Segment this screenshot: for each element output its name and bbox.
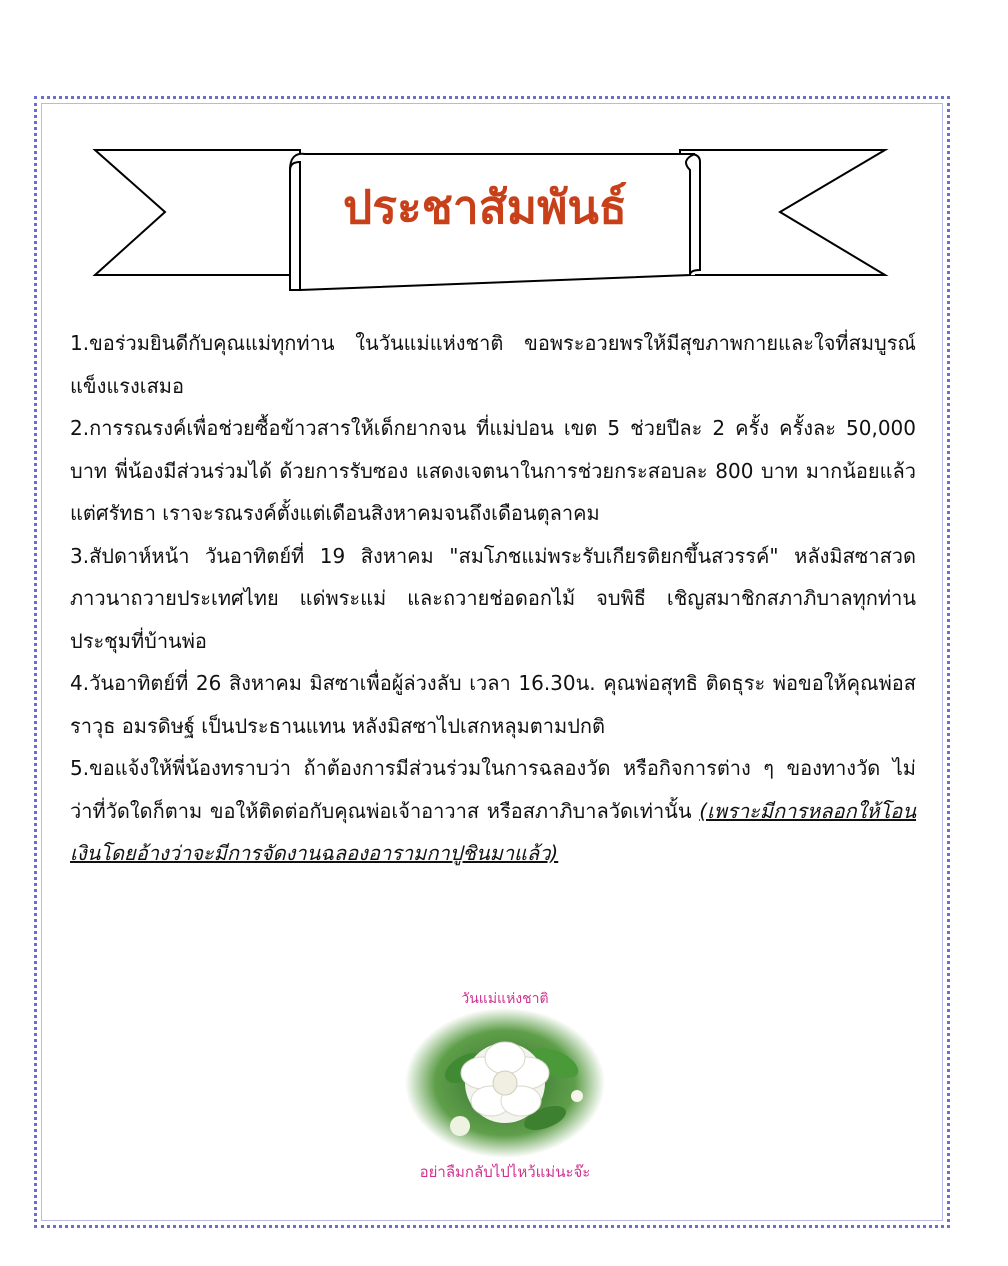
- announcement-5-note: (เพราะมีการหลอกให้โอนเงินโดยอ้างว่าจะมีการจัดงานฉลองอารามกาปูชินมาแล้ว): [70, 798, 916, 865]
- flower-bottom-caption: อย่าลืมกลับไปไหว้แม่นะจ๊ะ: [419, 1163, 591, 1181]
- announcement-3: 3.สัปดาห์หน้า วันอาทิตย์ที่ 19 สิงหาคม "สมโภชแม่พระรับเกียรติยกขึ้นสวรรค์" หลังมิสซาสวดภาวนาถวายประเทศไทย แด่พระแม่ และถวายช่อดอกไม้ จบพิธี เชิญสมาชิกสภาภิบาลทุกท่าน ประชุมที่บ้านพ่อ: [70, 543, 916, 653]
- announcement-list: [70, 322, 916, 875]
- announcement-2: 2.การรณรงค์เพื่อช่วยซื้อข้าวสารให้เด็กยากจน ที่แม่ปอน เขต 5 ช่วยปีละ 2 ครั้ง ครั้งละ 50,000 บาท พี่น้องมีส่วนร่วมได้ ด้วยการรับซอง แสดงเจตนาในการช่วยกระสอบละ 800 บาท มากน้อยแล้วแต่ศรัทธา เราจะรณรงค์ตั้งแต่เดือนสิงหาคมจนถึงเดือนตุลาคม: [70, 416, 916, 525]
- announcement-1: 1.ขอร่วมยินดีกับคุณแม่ทุกท่าน ในวันแม่แห่งชาติ ขอพระอวยพรให้มีสุขภาพกายและใจที่สมบูรณ์แข็งแรงเสมอ: [70, 331, 916, 398]
- flower-top-caption: วันแม่แห่งชาติ: [461, 991, 549, 1007]
- announcement-5-text: 5.ขอแจ้งให้พี่น้องทราบว่า ถ้าต้องการมีส่วนร่วมในการฉลองวัด หรือกิจการต่าง ๆ ของทางวัด ไม่ว่าที่วัดใดก็ตาม ขอให้ติดต่อกับคุณพ่อเจ้าอาวาส หรือสภาภิบาลวัดเท่านั้น: [70, 756, 916, 823]
- jasmine-flower-icon: [405, 1008, 605, 1158]
- announcement-4: 4.วันอาทิตย์ที่ 26 สิงหาคม มิสซาเพื่อผู้ล่วงลับ เวลา 16.30น. คุณพ่อสุทธิ ติดธุระ พ่อขอให้คุณพ่อสราวุธ อมรดิษฐ์ เป็นประธานแทน หลังมิสซาไปเสกหลุมตามปกติ: [70, 671, 916, 738]
- announcement-5: [70, 747, 916, 875]
- page-title: ประชาสัมพันธ์: [343, 180, 627, 234]
